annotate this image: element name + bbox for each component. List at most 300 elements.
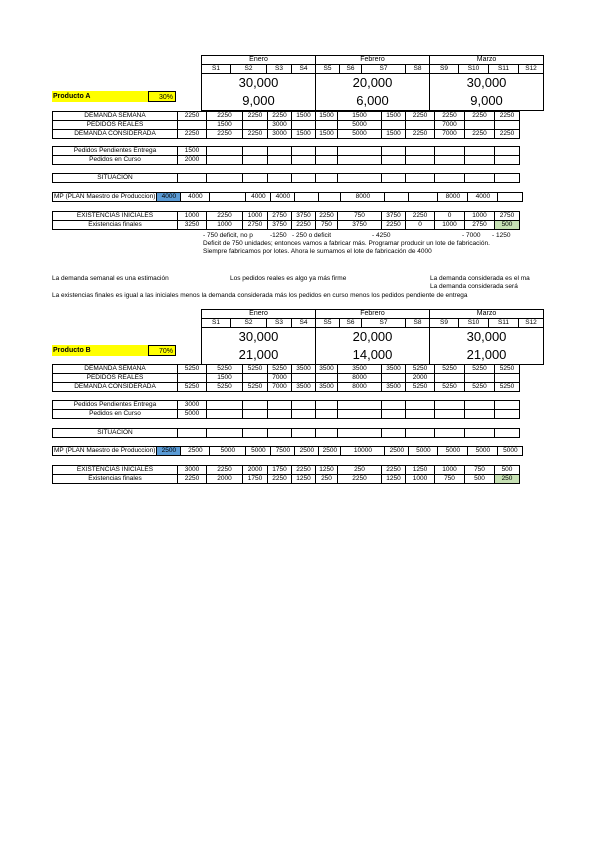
month-product-total: 21,000 bbox=[430, 346, 544, 365]
week-cell: 1250 bbox=[316, 466, 338, 475]
week-cell: 2000 bbox=[207, 475, 243, 484]
week-cell bbox=[495, 401, 520, 410]
week-cell bbox=[495, 429, 520, 438]
month-febrero: Febrero bbox=[316, 310, 430, 319]
week-cell bbox=[338, 147, 382, 156]
note-deficit-s3: -1250 bbox=[270, 232, 287, 239]
week-cell: 2250 bbox=[207, 212, 243, 221]
inventory-table bbox=[52, 465, 520, 484]
week-cell: 5250 bbox=[243, 365, 268, 374]
week-cell: 5250 bbox=[207, 365, 243, 374]
week-cell: 5250 bbox=[495, 365, 520, 374]
row-existencias-iniciales bbox=[53, 212, 520, 221]
week-cell bbox=[292, 156, 316, 165]
week-cell bbox=[268, 410, 292, 419]
week-cell: 7000 bbox=[268, 374, 292, 383]
week-cell bbox=[316, 410, 338, 419]
week-cell: 5250 bbox=[435, 365, 465, 374]
week-cell: 0 bbox=[406, 221, 435, 230]
week-cell: 3500 bbox=[292, 383, 316, 392]
situation-table bbox=[52, 428, 520, 438]
week-cell bbox=[406, 429, 435, 438]
week-cell: 1500 bbox=[382, 130, 406, 139]
row-pendientes bbox=[53, 147, 520, 156]
week-cell bbox=[319, 193, 341, 202]
week-cell: 8000 bbox=[338, 383, 382, 392]
week-cell: 2250 bbox=[207, 112, 243, 121]
row-label: Existencias finales bbox=[53, 475, 178, 484]
week-cell: 2250 bbox=[406, 130, 435, 139]
week-cell: 5250 bbox=[207, 383, 243, 392]
row-label: SITUACION bbox=[53, 174, 178, 183]
week-header: S11 bbox=[489, 65, 519, 74]
row-label: EXISTENCIAS INICIALES bbox=[53, 466, 178, 475]
week-cell: 250 bbox=[316, 475, 338, 484]
month-enero: Enero bbox=[202, 310, 316, 319]
week-cell bbox=[406, 410, 435, 419]
week-header: S7 bbox=[362, 65, 406, 74]
row-label: MP (PLAN Maestro de Produccion) bbox=[54, 193, 156, 200]
week-cell bbox=[207, 174, 243, 183]
week-header: S8 bbox=[406, 65, 430, 74]
note-deficit-s10: - 7000 bbox=[462, 232, 481, 239]
week-cell bbox=[382, 429, 406, 438]
orders-table bbox=[52, 146, 520, 165]
week-cell: 2000 bbox=[178, 156, 207, 165]
week-cell: 750 bbox=[338, 212, 382, 221]
row-existencias-iniciales bbox=[53, 466, 520, 475]
row-label: EXISTENCIAS INICIALES bbox=[53, 212, 178, 221]
week-cell: 1000 bbox=[435, 466, 465, 475]
week-header: S1 bbox=[202, 65, 231, 74]
week-cell: 1250 bbox=[382, 475, 406, 484]
product-b-header bbox=[201, 309, 544, 365]
week-cell bbox=[338, 174, 382, 183]
week-cell: 5250 bbox=[268, 365, 292, 374]
week-cell: 1000 bbox=[435, 221, 465, 230]
week-cell: 2250 bbox=[495, 112, 520, 121]
week-cell: 5250 bbox=[178, 365, 207, 374]
week-cell: 1000 bbox=[178, 212, 207, 221]
week-cell: 2750 bbox=[243, 221, 268, 230]
month-product-total: 9,000 bbox=[202, 92, 316, 111]
week-cell: 5250 bbox=[465, 365, 495, 374]
week-cell: 4000 bbox=[246, 193, 271, 202]
week-cell bbox=[465, 174, 495, 183]
orders-table bbox=[52, 400, 520, 419]
week-cell: 500 bbox=[495, 221, 520, 230]
row-demanda-semana bbox=[53, 365, 520, 374]
product-b-name: Producto B bbox=[52, 345, 149, 356]
week-cell: 1500 bbox=[292, 112, 316, 121]
week-cell: 1500 bbox=[178, 147, 207, 156]
week-cell: 500 bbox=[495, 466, 520, 475]
week-cell: 5000 bbox=[246, 447, 271, 456]
week-cell bbox=[338, 410, 382, 419]
week-cell bbox=[210, 193, 246, 202]
week-header: S5 bbox=[316, 319, 340, 328]
week-cell: 2250 bbox=[316, 212, 338, 221]
row-existencias-finales bbox=[53, 221, 520, 230]
week-cell bbox=[382, 410, 406, 419]
week-cell bbox=[495, 374, 520, 383]
demand-table bbox=[52, 111, 520, 139]
week-cell: 1750 bbox=[268, 466, 292, 475]
week-cell: 250 bbox=[495, 475, 520, 484]
week-cell bbox=[268, 147, 292, 156]
week-cell: 3750 bbox=[268, 221, 292, 230]
row-existencias-finales bbox=[53, 475, 520, 484]
week-cell bbox=[338, 401, 382, 410]
week-cell bbox=[295, 193, 319, 202]
week-cell: 1000 bbox=[243, 212, 268, 221]
week-cell: 2250 bbox=[243, 130, 268, 139]
row-pendientes bbox=[53, 401, 520, 410]
week-cell: 0 bbox=[435, 212, 465, 221]
month-marzo: Marzo bbox=[430, 56, 544, 65]
row-label: Existencias finales bbox=[53, 221, 178, 230]
week-cell bbox=[316, 174, 338, 183]
week-cell bbox=[435, 156, 465, 165]
week-cell: 5250 bbox=[406, 365, 435, 374]
row-demanda-considerada bbox=[53, 130, 520, 139]
week-header: S3 bbox=[267, 319, 292, 328]
row-pedidos-reales bbox=[53, 121, 520, 130]
week-cell bbox=[316, 374, 338, 383]
week-cell: 8000 bbox=[341, 193, 385, 202]
week-cell bbox=[243, 374, 268, 383]
week-cell: 1500 bbox=[382, 112, 406, 121]
week-header: S6 bbox=[340, 65, 362, 74]
explain-line-1: Deficit de 750 unidades; entonces vamos a fabricar más. Programar producir un lote de fabricación. bbox=[203, 240, 490, 247]
week-cell bbox=[385, 193, 409, 202]
week-header: S10 bbox=[459, 319, 489, 328]
week-cell bbox=[435, 429, 465, 438]
week-header: S11 bbox=[489, 319, 519, 328]
week-cell: 7500 bbox=[271, 447, 295, 456]
row-label: Pedidos Pendientes Entrega bbox=[53, 401, 178, 410]
week-cell: 2250 bbox=[178, 112, 207, 121]
week-cell: 5250 bbox=[243, 383, 268, 392]
week-cell bbox=[382, 121, 406, 130]
month-total: 20,000 bbox=[316, 328, 430, 347]
explain-line-2: Siempre fabricamos por lotes. Ahora le sumamos el lote de fabricación de 4000 bbox=[203, 248, 432, 255]
week-header: S9 bbox=[430, 319, 459, 328]
week-cell: 2000 bbox=[406, 374, 435, 383]
week-cell: 3750 bbox=[338, 221, 382, 230]
week-cell bbox=[316, 401, 338, 410]
week-cell bbox=[292, 147, 316, 156]
week-cell bbox=[338, 156, 382, 165]
week-cell: 2250 bbox=[495, 130, 520, 139]
week-cell bbox=[338, 429, 382, 438]
row-label: PEDIDOS REALES bbox=[53, 121, 178, 130]
week-cell: 3500 bbox=[316, 383, 338, 392]
week-cell: 3750 bbox=[382, 212, 406, 221]
week-cell: 3500 bbox=[316, 365, 338, 374]
week-cell bbox=[495, 174, 520, 183]
week-cell: 8000 bbox=[438, 193, 468, 202]
note-existencias: La existencias finales es igual a las iniciales menos la demanda considerada más los pedidos en curso menos los pedidos pendiente de entrega bbox=[52, 292, 468, 299]
week-cell bbox=[207, 429, 243, 438]
week-cell: 2250 bbox=[268, 112, 292, 121]
week-cell bbox=[178, 374, 207, 383]
week-cell bbox=[465, 429, 495, 438]
week-cell: 1500 bbox=[207, 374, 243, 383]
week-cell bbox=[292, 374, 316, 383]
week-cell: 5250 bbox=[178, 383, 207, 392]
week-cell bbox=[178, 121, 207, 130]
row-pedidos-reales bbox=[53, 374, 520, 383]
week-cell: 2750 bbox=[495, 212, 520, 221]
week-cell bbox=[465, 156, 495, 165]
product-a-pct: 30% bbox=[148, 91, 176, 102]
note-demanda-considerada-2: La demanda considerada será bbox=[430, 283, 518, 290]
row-label: SITUACION bbox=[53, 429, 178, 438]
week-header: S12 bbox=[519, 319, 544, 328]
week-cell bbox=[292, 410, 316, 419]
week-cell: 3500 bbox=[338, 365, 382, 374]
week-cell bbox=[207, 147, 243, 156]
week-cell: 2000 bbox=[243, 466, 268, 475]
week-cell bbox=[292, 401, 316, 410]
row-label: PEDIDOS REALES bbox=[53, 374, 178, 383]
week-header: S2 bbox=[231, 319, 267, 328]
month-product-total: 6,000 bbox=[316, 92, 430, 111]
month-total: 30,000 bbox=[430, 328, 544, 347]
week-cell: 1000 bbox=[207, 221, 243, 230]
month-total: 20,000 bbox=[316, 74, 430, 93]
week-cell: 2500 bbox=[385, 447, 409, 456]
week-cell bbox=[382, 156, 406, 165]
week-header: S4 bbox=[292, 65, 316, 74]
week-cell bbox=[243, 174, 268, 183]
week-cell bbox=[465, 147, 495, 156]
month-product-total: 14,000 bbox=[316, 346, 430, 365]
week-cell: 2750 bbox=[268, 212, 292, 221]
week-cell: 750 bbox=[435, 475, 465, 484]
week-cell: 1250 bbox=[406, 466, 435, 475]
week-cell bbox=[435, 401, 465, 410]
note-demanda-considerada-1: La demanda considerada es el ma bbox=[430, 275, 530, 282]
week-cell: 2250 bbox=[207, 130, 243, 139]
week-cell bbox=[382, 401, 406, 410]
note-pedidos-reales: Los pedidos reales es algo ya más firme bbox=[230, 275, 347, 282]
week-cell: 3750 bbox=[292, 212, 316, 221]
week-cell: 5250 bbox=[495, 383, 520, 392]
week-cell bbox=[406, 147, 435, 156]
situation-table bbox=[52, 173, 520, 183]
note-deficit-s11: - 1250 bbox=[492, 232, 511, 239]
week-cell: 2250 bbox=[382, 221, 406, 230]
week-cell bbox=[243, 121, 268, 130]
week-cell bbox=[243, 156, 268, 165]
week-cell: 3500 bbox=[382, 365, 406, 374]
row-label: DEMANDA CONSIDERADA bbox=[53, 383, 178, 392]
week-cell bbox=[495, 156, 520, 165]
week-cell bbox=[207, 410, 243, 419]
week-cell: 5000 bbox=[210, 447, 246, 456]
week-cell: 2750 bbox=[465, 221, 495, 230]
week-cell: 3000 bbox=[178, 401, 207, 410]
month-product-total: 9,000 bbox=[430, 92, 544, 111]
week-cell bbox=[465, 410, 495, 419]
week-cell bbox=[268, 174, 292, 183]
week-cell: 4000 bbox=[181, 193, 210, 202]
week-cell: 1500 bbox=[316, 130, 338, 139]
week-cell bbox=[316, 429, 338, 438]
week-cell bbox=[409, 193, 438, 202]
row-demanda-considerada bbox=[53, 383, 520, 392]
week-cell: 5000 bbox=[338, 121, 382, 130]
week-cell: 2250 bbox=[178, 130, 207, 139]
week-cell: 3500 bbox=[382, 383, 406, 392]
row-situacion bbox=[53, 174, 520, 183]
week-cell bbox=[465, 401, 495, 410]
week-cell: 2500 bbox=[295, 447, 319, 456]
week-cell bbox=[435, 374, 465, 383]
week-cell bbox=[292, 174, 316, 183]
month-total: 30,000 bbox=[430, 74, 544, 93]
week-cell: 2250 bbox=[292, 466, 316, 475]
week-header: S12 bbox=[519, 65, 544, 74]
week-cell: 4000 bbox=[271, 193, 295, 202]
week-cell: 2250 bbox=[178, 475, 207, 484]
week-cell: 2250 bbox=[406, 112, 435, 121]
week-cell: 2250 bbox=[382, 466, 406, 475]
week-cell: 7000 bbox=[435, 130, 465, 139]
week-cell: 5000 bbox=[498, 447, 523, 456]
row-label: DEMANDA SEMANA bbox=[53, 112, 178, 121]
week-cell: 2500 bbox=[181, 447, 210, 456]
week-cell: 750 bbox=[465, 466, 495, 475]
week-cell bbox=[435, 147, 465, 156]
week-cell: 750 bbox=[316, 221, 338, 230]
row-label: Pedidos en Curso bbox=[53, 156, 178, 165]
week-cell bbox=[406, 121, 435, 130]
week-cell: 1000 bbox=[406, 475, 435, 484]
week-header: S8 bbox=[406, 319, 430, 328]
week-header: S2 bbox=[231, 65, 267, 74]
month-marzo: Marzo bbox=[430, 310, 544, 319]
week-cell bbox=[268, 429, 292, 438]
week-cell bbox=[178, 429, 207, 438]
week-header: S7 bbox=[362, 319, 406, 328]
week-header: S6 bbox=[340, 319, 362, 328]
row-situacion bbox=[53, 429, 520, 438]
mps-table bbox=[52, 192, 523, 202]
product-b-pct: 70% bbox=[148, 345, 176, 356]
week-cell: 5250 bbox=[435, 383, 465, 392]
week-cell bbox=[207, 156, 243, 165]
demand-table bbox=[52, 364, 520, 392]
row-label: MP (PLAN Maestro de Produccion) bbox=[54, 447, 156, 454]
week-cell: 5250 bbox=[465, 383, 495, 392]
mps-table bbox=[52, 446, 523, 456]
week-cell: 8000 bbox=[338, 374, 382, 383]
week-cell: 3250 bbox=[178, 221, 207, 230]
week-cell bbox=[382, 174, 406, 183]
week-cell: 3500 bbox=[292, 365, 316, 374]
week-cell: 4000 bbox=[468, 193, 498, 202]
week-cell: 3000 bbox=[268, 121, 292, 130]
week-cell bbox=[495, 410, 520, 419]
week-cell: 5000 bbox=[338, 130, 382, 139]
week-cell: 5000 bbox=[468, 447, 498, 456]
week-cell: 2250 bbox=[465, 112, 495, 121]
row-en-curso bbox=[53, 156, 520, 165]
week-header: S10 bbox=[459, 65, 489, 74]
week-cell bbox=[268, 156, 292, 165]
week-cell bbox=[498, 193, 523, 202]
inventory-table bbox=[52, 211, 520, 230]
lot-size: 2500 bbox=[157, 447, 181, 456]
week-cell: 2250 bbox=[207, 466, 243, 475]
week-cell: 5000 bbox=[178, 410, 207, 419]
week-cell: 1250 bbox=[292, 475, 316, 484]
week-cell: 2250 bbox=[435, 112, 465, 121]
month-product-total: 21,000 bbox=[202, 346, 316, 365]
week-cell bbox=[178, 174, 207, 183]
week-cell: 3000 bbox=[268, 130, 292, 139]
week-cell: 1500 bbox=[292, 130, 316, 139]
week-cell: 1750 bbox=[243, 475, 268, 484]
week-cell: 7000 bbox=[268, 383, 292, 392]
note-demanda-semanal: La demanda semanal es una estimación bbox=[52, 275, 169, 282]
row-en-curso bbox=[53, 410, 520, 419]
week-cell bbox=[465, 374, 495, 383]
row-label: Pedidos en Curso bbox=[53, 410, 178, 419]
week-cell: 2250 bbox=[268, 475, 292, 484]
week-cell: 3000 bbox=[178, 466, 207, 475]
week-cell bbox=[406, 156, 435, 165]
week-cell: 5000 bbox=[438, 447, 468, 456]
week-cell bbox=[316, 121, 338, 130]
week-cell bbox=[495, 121, 520, 130]
week-cell: 2250 bbox=[338, 475, 382, 484]
month-enero: Enero bbox=[202, 56, 316, 65]
week-cell bbox=[406, 401, 435, 410]
week-cell bbox=[243, 429, 268, 438]
week-cell: 1500 bbox=[316, 112, 338, 121]
week-cell bbox=[268, 401, 292, 410]
week-header: S3 bbox=[267, 65, 292, 74]
week-cell: 500 bbox=[465, 475, 495, 484]
week-cell: 2500 bbox=[319, 447, 341, 456]
row-label: Pedidos Pendientes Entrega bbox=[53, 147, 178, 156]
product-a-name: Producto A bbox=[52, 91, 149, 102]
week-header: S4 bbox=[292, 319, 316, 328]
product-a-header bbox=[201, 55, 544, 111]
row-label: DEMANDA SEMANA bbox=[53, 365, 178, 374]
week-cell: 2250 bbox=[292, 221, 316, 230]
week-cell bbox=[207, 401, 243, 410]
week-cell: 5250 bbox=[406, 383, 435, 392]
week-cell bbox=[382, 374, 406, 383]
note-deficit-s1: - 750 deficit, no p bbox=[203, 232, 253, 239]
week-cell bbox=[292, 429, 316, 438]
week-cell bbox=[382, 147, 406, 156]
row-mp bbox=[53, 447, 523, 456]
week-cell bbox=[435, 174, 465, 183]
week-cell bbox=[243, 147, 268, 156]
lot-size: 4000 bbox=[157, 193, 181, 202]
week-cell bbox=[243, 401, 268, 410]
row-label: DEMANDA CONSIDERADA bbox=[53, 130, 178, 139]
week-cell: 1000 bbox=[465, 212, 495, 221]
week-cell bbox=[465, 121, 495, 130]
row-demanda-semana bbox=[53, 112, 520, 121]
